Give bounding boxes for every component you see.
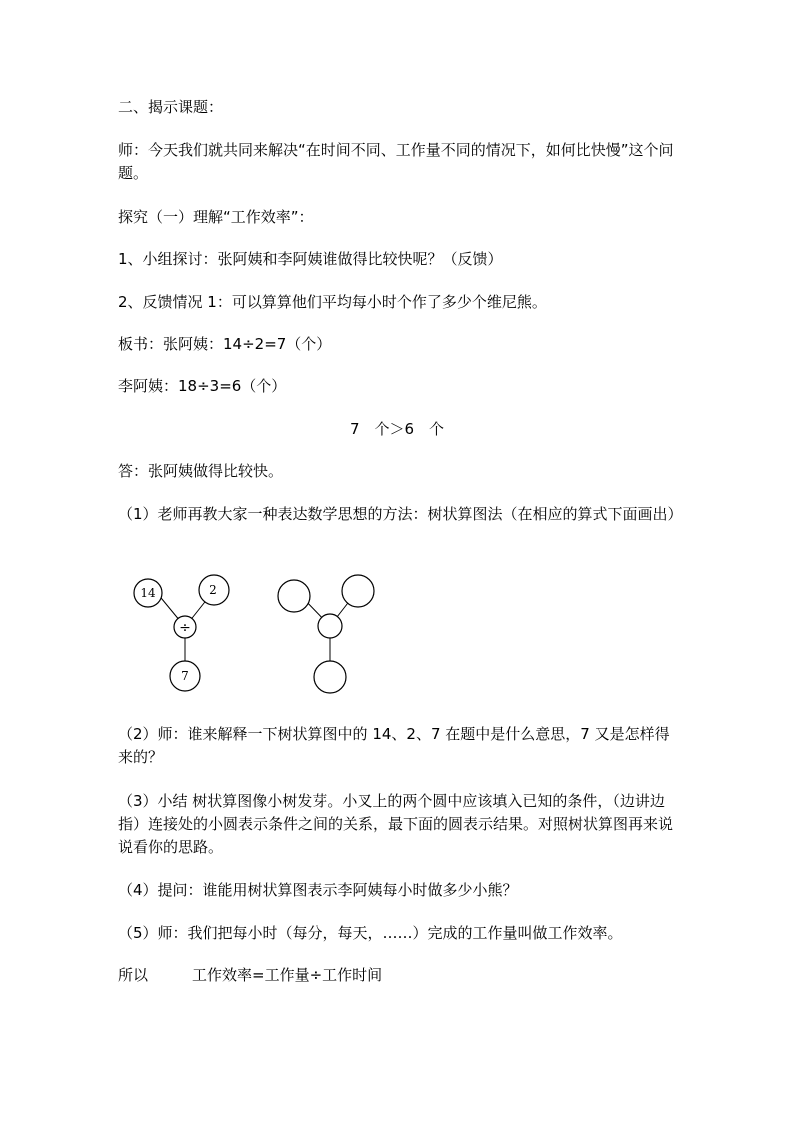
empty-operator-circle	[318, 614, 342, 638]
answer-line: 答：张阿姨做得比较快。	[118, 462, 284, 480]
so-label: 所以	[118, 966, 149, 984]
work-efficiency-formula: 工作效率=工作量÷工作时间	[192, 966, 383, 984]
empty-result-circle	[314, 661, 346, 693]
empty-right-circle	[342, 575, 374, 607]
tree-left-value: 14	[140, 586, 156, 600]
tree-right-value: 2	[209, 583, 217, 597]
empty-left-circle	[278, 580, 310, 612]
board-li-line: 李阿姨：18÷3=6（个）	[118, 377, 287, 395]
tree-diagrams	[0, 560, 794, 700]
section-heading: 二、揭示课题：	[118, 98, 224, 116]
item-5-paragraph: （5）师：我们把每小时（每分，每天，……）完成的工作量叫做工作效率。	[118, 924, 623, 942]
item-2-paragraph: （2）师：谁来解释一下树状算图中的 14、2、7 在题中是什么意思，7 又是怎样得来的？	[118, 725, 670, 766]
item-3-paragraph: （3）小结 树状算图像小树发芽。小叉上的两个圆中应该填入已知的条件，（边讲边指）连接处的小圆表示条件之间的关系，最下面的圆表示结果。对照树状算图再来说说看你的思路。	[118, 792, 674, 856]
empty-tree-diagram	[278, 575, 374, 693]
step-1-paragraph: 1、小组探讨：张阿姨和李阿姨谁做得比较快呢？（反馈）	[118, 250, 503, 268]
tree-result-value: 7	[181, 669, 189, 683]
step-2-paragraph: 2、反馈情况 1：可以算算他们平均每小时个作了多少个维尼熊。	[118, 293, 547, 311]
comparison-line: 7 个＞6 个	[349, 420, 445, 438]
board-zhang-line: 板书：张阿姨：14÷2=7（个）	[118, 335, 332, 353]
explore-heading: 探究（一）理解“工作效率”：	[118, 208, 314, 226]
formula-line	[118, 964, 684, 987]
item-4-paragraph: （4）提问：谁能用树状算图表示李阿姨每小时做多少小熊？	[118, 881, 518, 899]
teacher-intro-paragraph: 师：今天我们就共同来解决“在时间不同、工作量不同的情况下，如何比快慢”这个问题。	[118, 141, 674, 182]
item-1-paragraph: （1）老师再教大家一种表达数学思想的方法：树状算图法（在相应的算式下面画出）	[118, 505, 683, 523]
tree-operator-symbol: ÷	[179, 620, 191, 636]
filled-tree-diagram	[134, 575, 229, 691]
